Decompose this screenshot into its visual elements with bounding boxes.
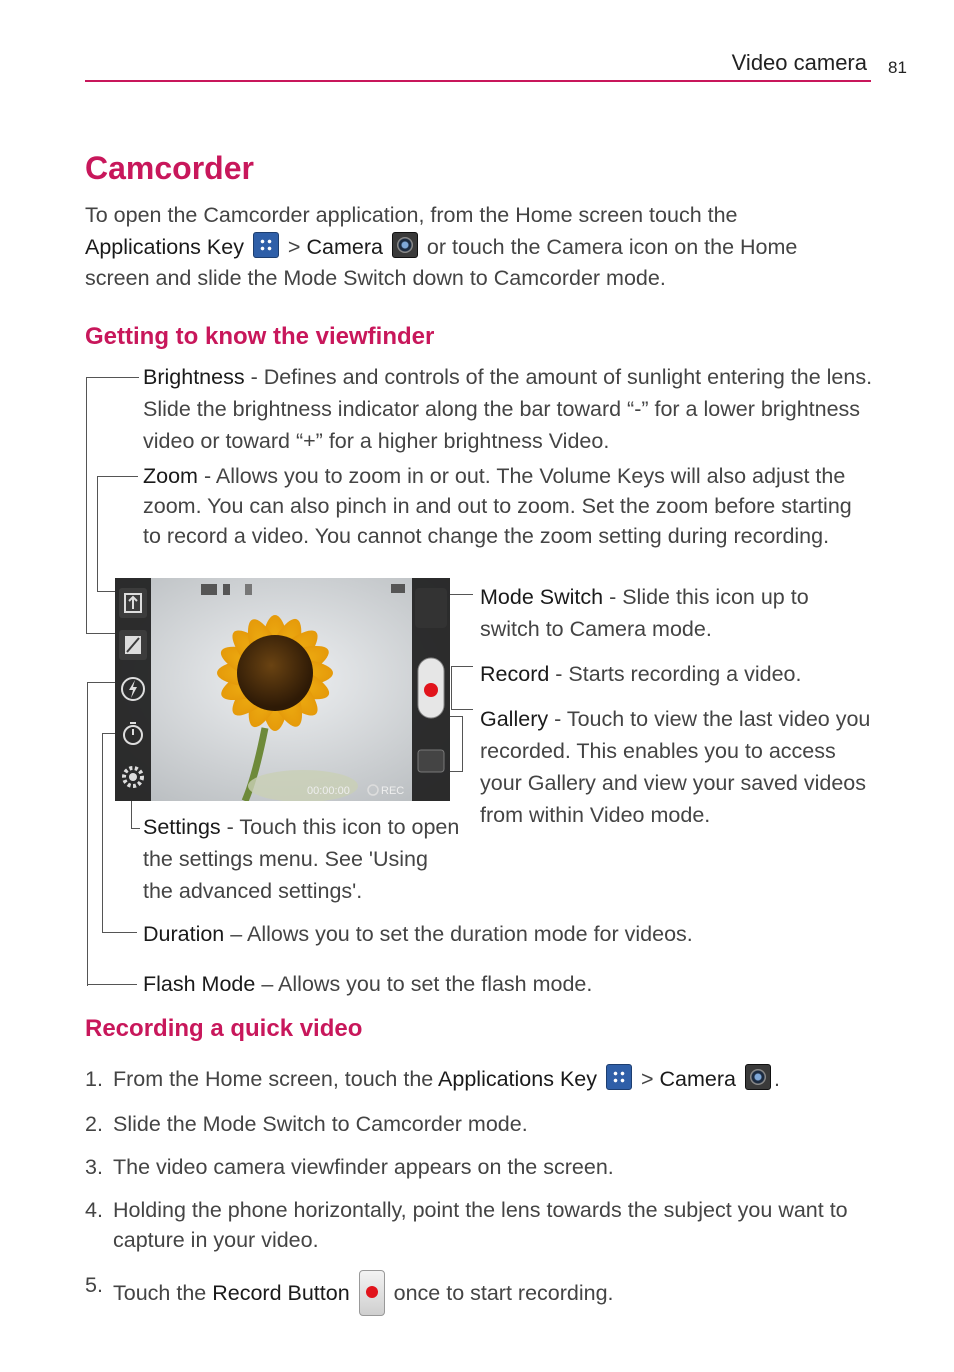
record-description	[480, 658, 870, 690]
brightness-icon[interactable]	[119, 588, 147, 618]
record-button-icon	[359, 1270, 385, 1316]
step-1-mid: >	[634, 1067, 660, 1091]
zoom-text: - Allows you to zoom in or out. The Volume Keys will also adjust the zoom. You can also pinch in and out to zoom. Set the zoom before starting to record a video. You cannot change the zoom setting during recording.	[143, 464, 852, 548]
step-number: 3.	[85, 1155, 103, 1179]
flash-callout-line-b	[87, 984, 137, 985]
mode-switch-icon[interactable]	[415, 588, 447, 628]
step-number: 5.	[85, 1273, 103, 1297]
step-1-post: .	[773, 1067, 780, 1091]
page-title: Camcorder	[85, 150, 254, 186]
intro-text-1: To open the Camcorder application, from the Home screen touch the	[85, 203, 738, 227]
zoom-description	[143, 461, 873, 551]
step-3-text: The video camera viewfinder appears on the screen.	[113, 1155, 614, 1179]
step-4-text: Holding the phone horizontally, point the lens towards the subject you want to capture in your video.	[113, 1198, 848, 1252]
duration-description	[143, 918, 883, 950]
settings-text: - Touch this icon to open the settings menu. See 'Using the advanced settings'.	[143, 815, 460, 903]
brightness-label: Brightness	[143, 365, 245, 389]
record-button[interactable]	[418, 658, 444, 718]
intro-text-3: screen and slide the Mode Switch down to Camcorder mode.	[85, 266, 666, 290]
viewfinder-heading: Getting to know the viewfinder	[85, 323, 435, 350]
settings-label: Settings	[143, 815, 221, 839]
mode-switch-label: Mode Switch	[480, 585, 604, 609]
gallery-text: - Touch to view the last video you recorded. This enables you to access your Gallery and view your saved videos from within Video mode.	[480, 707, 871, 827]
step-2-text: Slide the Mode Switch to Camcorder mode.	[113, 1112, 528, 1136]
sep-text: >	[287, 234, 301, 259]
settings-gear-icon[interactable]	[119, 762, 147, 792]
intro-text-2: or touch the Camera icon on the Home	[426, 234, 798, 259]
record-callout-line	[451, 666, 473, 710]
gallery-thumbnail-icon[interactable]	[418, 750, 444, 772]
step-number: 1.	[85, 1067, 103, 1091]
duration-callout-line-b	[102, 932, 137, 933]
record-text: - Starts recording a video.	[549, 662, 802, 686]
zoom-icon[interactable]	[119, 630, 147, 660]
step-1-apps-key: Applications Key	[438, 1067, 597, 1091]
brightness-description	[143, 361, 873, 457]
record-label: Record	[480, 662, 550, 686]
intro-paragraph	[85, 200, 885, 295]
step-number: 4.	[85, 1198, 103, 1222]
zoom-label: Zoom	[143, 464, 198, 488]
camera-label: Camera	[306, 234, 383, 259]
step-5-record-button-label: Record Button	[212, 1281, 350, 1305]
step-number: 2.	[85, 1112, 103, 1136]
quick-video-heading: Recording a quick video	[85, 1015, 363, 1042]
applications-key-icon	[606, 1064, 632, 1090]
gallery-description	[480, 703, 872, 831]
flash-mode-label: Flash Mode	[143, 972, 256, 996]
settings-callout-line	[131, 800, 140, 829]
settings-description	[143, 811, 463, 907]
mode-switch-description	[480, 581, 870, 645]
viewfinder-screenshot	[115, 578, 450, 801]
duration-label: Duration	[143, 922, 225, 946]
mode-switch-text: - Slide this icon up to switch to Camera mode.	[480, 585, 809, 641]
step-1-camera: Camera	[659, 1067, 736, 1091]
apps-key-label: Applications Key	[85, 234, 244, 259]
camera-icon	[392, 232, 418, 258]
duration-text: – Allows you to set the duration mode for videos.	[224, 922, 693, 946]
brightness-text: - Defines and controls of the amount of sunlight entering the lens. Slide the brightness indicator along the bar toward “-” for a lower brightness video or toward “+” for a higher brightness Video.	[143, 365, 873, 453]
step-5-pre: Touch the	[113, 1281, 213, 1305]
step-1-pre: From the Home screen, touch the	[113, 1067, 439, 1091]
gallery-label: Gallery	[480, 707, 549, 731]
page-number: 81	[888, 58, 907, 77]
applications-key-icon	[253, 232, 279, 258]
viewfinder-image	[115, 578, 450, 801]
timer-readout: 00:00:00	[307, 785, 350, 797]
zoom-callout-line	[97, 476, 138, 592]
flash-mode-description	[143, 968, 883, 1000]
running-header: Video camera	[731, 50, 867, 75]
duration-icon[interactable]	[119, 718, 147, 748]
rec-indicator: REC	[381, 785, 405, 797]
camera-icon	[745, 1064, 771, 1090]
flash-mode-icon[interactable]	[119, 674, 147, 704]
step-5-post: once to start recording.	[387, 1281, 614, 1305]
flash-mode-text: – Allows you to set the flash mode.	[255, 972, 593, 996]
header-rule	[85, 80, 871, 82]
